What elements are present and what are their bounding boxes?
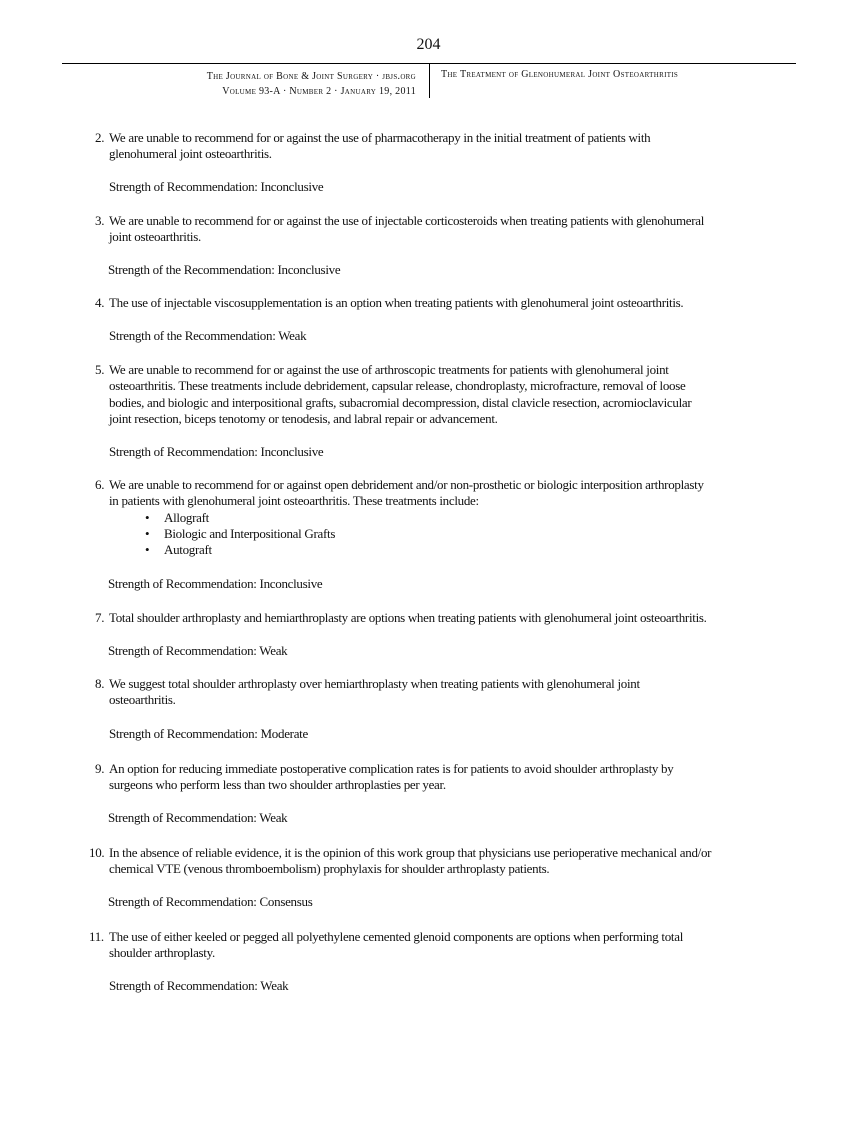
recommendation-text bbox=[109, 213, 805, 246]
strength-of-recommendation: Strength of Recommendation: Weak bbox=[108, 810, 288, 825]
recommendation-item bbox=[95, 213, 805, 246]
text-line: We suggest total shoulder arthroplasty over hemiarthroplasty when treating patients with glenohumeral joint bbox=[109, 676, 640, 691]
strength-of-recommendation: Strength of Recommendation: Consensus bbox=[108, 894, 313, 909]
recommendation-text bbox=[109, 845, 799, 878]
recommendation-text bbox=[109, 929, 799, 962]
text-line: joint osteoarthritis. bbox=[109, 229, 201, 245]
text-line: We are unable to recommend for or against the use of arthroscopic treatments for patients with glenohumeral joint bbox=[109, 362, 669, 377]
article-title: The Treatment of Glenohumeral Joint Osteoarthritis bbox=[441, 69, 679, 80]
recommendation-item bbox=[89, 845, 799, 878]
item-number: 8. bbox=[95, 676, 105, 691]
recommendation-item bbox=[95, 130, 805, 163]
text-line: We are unable to recommend for or against the use of pharmacotherapy in the initial treatment of patients with bbox=[109, 130, 651, 145]
recommendation-item bbox=[89, 929, 799, 962]
journal-volume: Volume 93-A · Number 2 · January 19, 2011 bbox=[222, 86, 416, 97]
bullet-list bbox=[145, 510, 805, 559]
text-line: glenohumeral joint osteoarthritis. bbox=[109, 146, 272, 162]
header-divider bbox=[429, 64, 430, 98]
text-line: The use of either keeled or pegged all polyethylene cemented glenoid components are options when performing total bbox=[109, 929, 684, 944]
recommendation-text bbox=[109, 676, 805, 709]
recommendation-text bbox=[109, 362, 805, 427]
text-line: osteoarthritis. These treatments include debridement, capsular release, chondroplasty, microfracture, removal of loose bbox=[109, 378, 686, 394]
text-line: In the absence of reliable evidence, it is the opinion of this work group that physicians use perioperative mechanical and/or bbox=[109, 845, 712, 860]
item-number: 9. bbox=[95, 761, 105, 776]
page-number: 204 bbox=[416, 36, 441, 53]
item-number: 7. bbox=[95, 610, 105, 625]
strength-of-recommendation: Strength of Recommendation: Inconclusive bbox=[109, 444, 324, 459]
recommendation-text bbox=[109, 477, 805, 510]
text-line: Total shoulder arthroplasty and hemiarthroplasty are options when treating patients with glenohumeral joint osteoarthritis. bbox=[109, 610, 707, 625]
item-number: 5. bbox=[95, 362, 105, 377]
recommendation-item bbox=[95, 477, 805, 558]
text-line: The use of injectable viscosupplementation is an option when treating patients with glenohumeral joint osteoarthritis. bbox=[109, 295, 684, 310]
item-number: 11. bbox=[89, 929, 104, 944]
bullet-item: • Autograft bbox=[145, 542, 805, 558]
item-number: 4. bbox=[95, 295, 105, 310]
journal-info bbox=[207, 69, 416, 99]
text-line: surgeons who perform less than two shoulder arthroplasties per year. bbox=[109, 777, 446, 793]
item-number: 3. bbox=[95, 213, 105, 228]
strength-of-recommendation: Strength of the Recommendation: Weak bbox=[109, 328, 307, 343]
item-number: 2. bbox=[95, 130, 105, 145]
recommendation-text bbox=[109, 130, 805, 163]
journal-name: The Journal of Bone & Joint Surgery · jbjs.org bbox=[206, 71, 416, 82]
strength-of-recommendation: Strength of Recommendation: Inconclusive bbox=[109, 179, 324, 194]
text-line: An option for reducing immediate postoperative complication rates is for patients to avoid shoulder arthroplasty by bbox=[109, 761, 674, 776]
text-line: chemical VTE (venous thromboembolism) prophylaxis for shoulder arthroplasty patients. bbox=[109, 861, 550, 877]
bullet-item: • Biologic and Interpositional Grafts bbox=[145, 526, 805, 542]
text-line: We are unable to recommend for or against the use of injectable corticosteroids when treating patients with glenohumeral bbox=[109, 213, 705, 228]
recommendation-text bbox=[109, 610, 805, 626]
text-line: bodies, and biologic and interpositional grafts, subacromial decompression, distal clavicle resection, acromioclavicular bbox=[109, 394, 692, 410]
strength-of-recommendation: Strength of Recommendation: Weak bbox=[108, 643, 288, 658]
recommendation-item bbox=[95, 676, 805, 709]
item-number: 10. bbox=[89, 845, 105, 860]
recommendation-item bbox=[95, 761, 805, 794]
recommendation-item bbox=[95, 295, 805, 311]
recommendation-item bbox=[95, 362, 805, 427]
item-number: 6. bbox=[95, 477, 105, 492]
text-line: shoulder arthroplasty. bbox=[109, 945, 215, 961]
text-line: joint resection, biceps tenotomy or tenodesis, and labral repair or advancement. bbox=[109, 410, 498, 426]
strength-of-recommendation: Strength of Recommendation: Moderate bbox=[109, 726, 308, 741]
bullet-item: • Allograft bbox=[145, 510, 805, 526]
text-line: in patients with glenohumeral joint osteoarthritis. These treatments include: bbox=[109, 493, 479, 509]
text-line: We are unable to recommend for or against open debridement and/or non-prosthetic or biologic interposition arthroplasty bbox=[109, 477, 704, 492]
strength-of-recommendation: Strength of Recommendation: Weak bbox=[109, 978, 289, 993]
recommendation-text bbox=[109, 761, 805, 794]
text-line: osteoarthritis. bbox=[109, 692, 176, 708]
recommendation-item bbox=[95, 610, 805, 626]
strength-of-recommendation: Strength of the Recommendation: Inconclusive bbox=[108, 262, 341, 277]
recommendation-text bbox=[109, 295, 805, 311]
strength-of-recommendation: Strength of Recommendation: Inconclusive bbox=[108, 576, 323, 591]
